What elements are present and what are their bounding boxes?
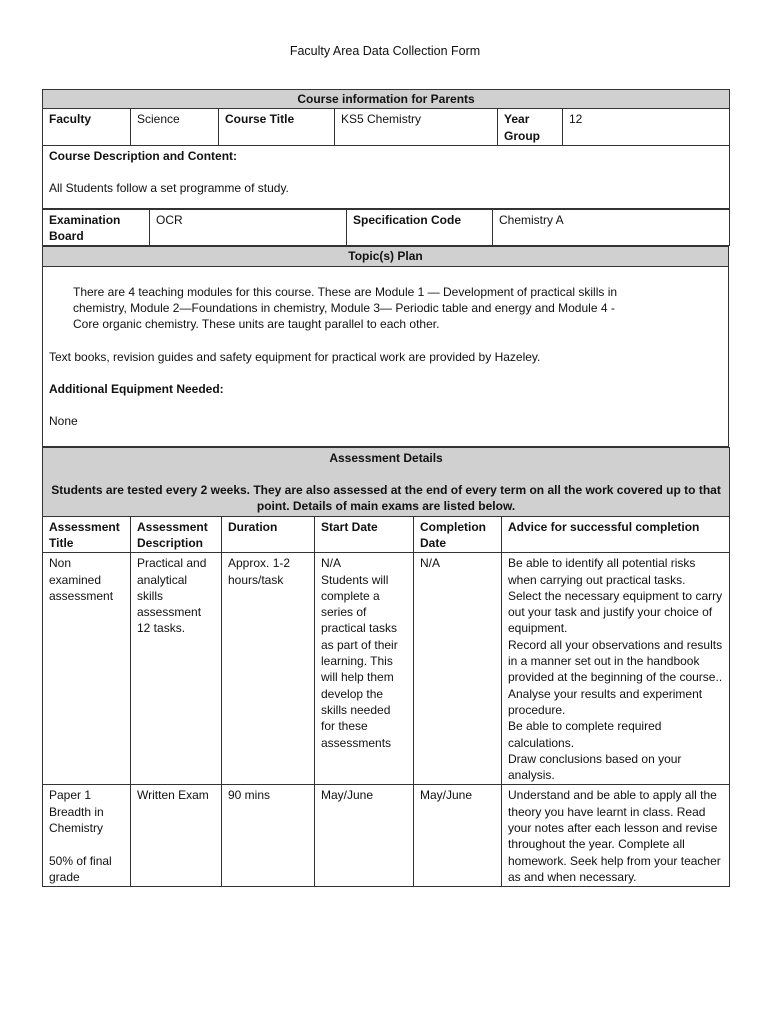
exam-board-label: Examination Board <box>43 209 150 246</box>
course-title-label: Course Title <box>219 109 335 146</box>
spec-code-value: Chemistry A <box>493 209 730 246</box>
topics-table <box>42 246 729 446</box>
col-assessment-title: Assessment Title <box>43 516 131 553</box>
equipment-label: Additional Equipment Needed: <box>49 381 224 396</box>
modules-text: There are 4 teaching modules for this course. These are Module 1 — Development of practical skills in chemistry, Module 2—Foundations in chemistry, Module 3— Periodic table and energy and Module 4 - Core organic chemistry. These units are taught parallel to each other. <box>73 284 618 332</box>
spec-code-label: Specification Code <box>347 209 493 246</box>
table-row <box>43 785 730 887</box>
course-title-value: KS5 Chemistry <box>335 109 498 146</box>
row-advice: Understand and be able to apply all the theory you have learnt in class. Read your notes after each lesson and revise throughout the year. Complete all homework. Seek help from your teacher as and when necessary. <box>502 785 730 887</box>
course-info-header: Course information for Parents <box>43 90 730 109</box>
equipment-value: None <box>49 414 78 429</box>
exam-table <box>42 209 730 247</box>
row-description: Written Exam <box>131 785 222 887</box>
assessment-title: Assessment Details <box>329 450 443 465</box>
topics-content <box>43 266 729 446</box>
course-info-table <box>42 89 730 209</box>
row-duration: Approx. 1-2 hours/task <box>222 553 315 785</box>
topics-header: Topic(s) Plan <box>43 247 729 266</box>
faculty-value: Science <box>131 109 219 146</box>
row-completion-date: May/June <box>414 785 502 887</box>
row-duration: 90 mins <box>222 785 315 887</box>
col-advice: Advice for successful completion <box>502 516 730 553</box>
assessment-header <box>43 447 730 516</box>
year-group-label: Year Group <box>498 109 563 146</box>
assessment-table <box>42 447 730 887</box>
form-sheet <box>42 89 729 887</box>
col-assessment-description: Assessment Description <box>131 516 222 553</box>
assessment-intro: Students are tested every 2 weeks. They are also assessed at the end of every term on all the work covered up to that point. Details of main exams are listed below. <box>51 483 721 514</box>
row-start-date: May/June <box>315 785 414 887</box>
col-start-date: Start Date <box>315 516 414 553</box>
course-description-cell <box>43 145 730 208</box>
row-title: Paper 1 Breadth in Chemistry 50% of final grade <box>43 785 131 887</box>
row-title: Non examined assessment <box>43 553 131 785</box>
row-start-date: N/A Students will complete a series of practical tasks as part of their learning. This will help them develop the skills needed for these assessments <box>315 553 414 785</box>
faculty-label: Faculty <box>43 109 131 146</box>
table-row <box>43 553 730 785</box>
course-description-text: All Students follow a set programme of study. <box>49 181 289 196</box>
course-description-label: Course Description and Content: <box>49 148 238 163</box>
row-description: Practical and analytical skills assessment 12 tasks. <box>131 553 222 785</box>
col-completion-date: Completion Date <box>414 516 502 553</box>
page-title: Faculty Area Data Collection Form <box>289 44 481 58</box>
resources-text: Text books, revision guides and safety equipment for practical work are provided by Hazeley. <box>49 349 541 364</box>
exam-board-value: OCR <box>150 209 347 246</box>
row-completion-date: N/A <box>414 553 502 785</box>
year-group-value: 12 <box>563 109 730 146</box>
col-duration: Duration <box>222 516 315 553</box>
row-advice: Be able to identify all potential risks when carrying out practical tasks. Select the necessary equipment to carry out your task and justify your choice of equipment. Record all your observations and results in a manner set out in the handbook provided at the beginning of the course.. Analyse your results and experiment procedure. Be able to complete required calculations. Draw conclusions based on your analysis. <box>502 553 730 785</box>
